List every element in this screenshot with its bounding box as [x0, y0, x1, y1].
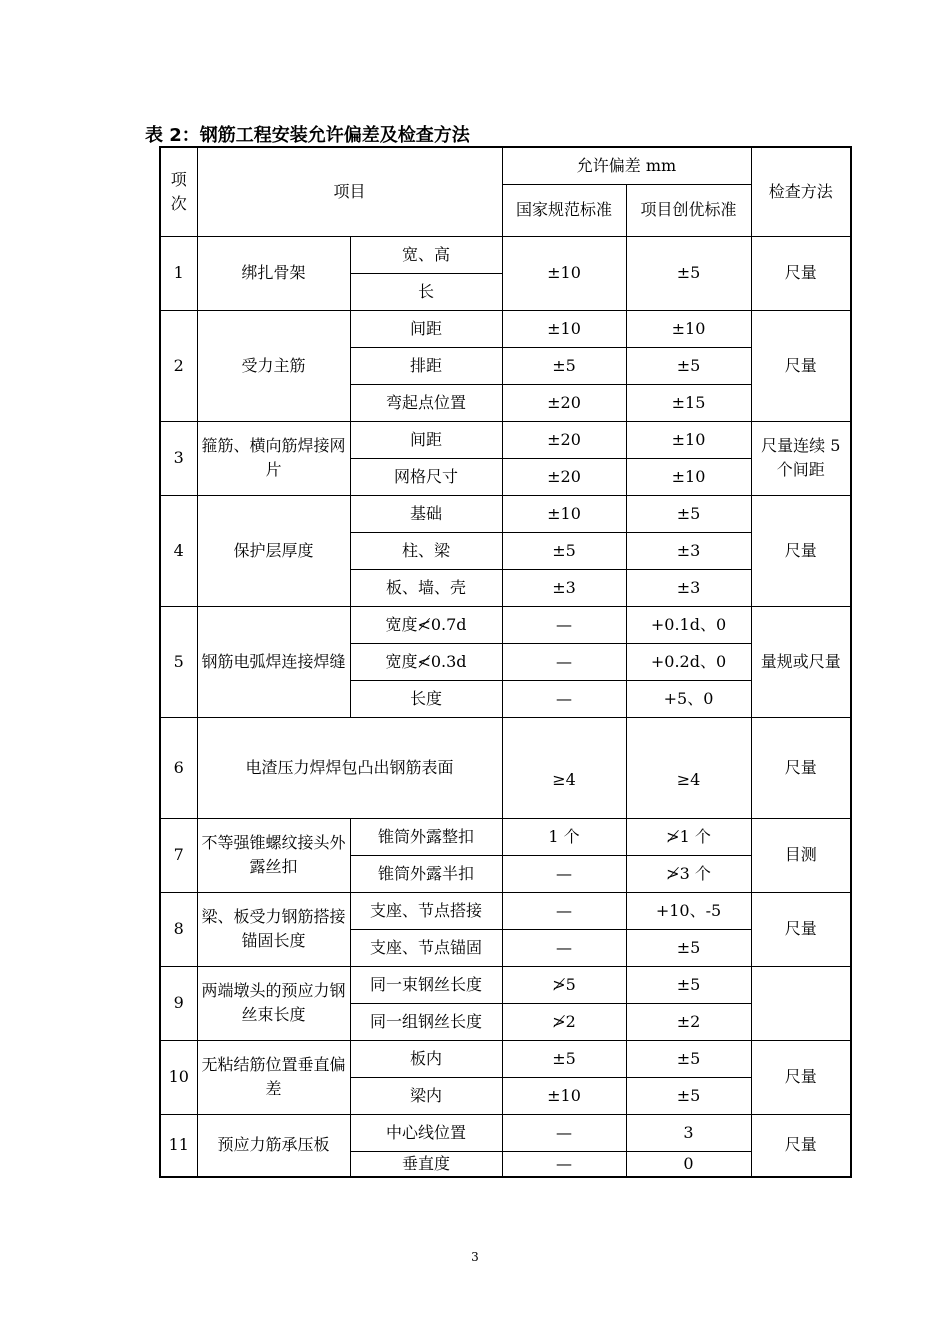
row-subitem: 中心线位置	[350, 1114, 502, 1151]
row-item: 箍筋、横向筋焊接网片	[197, 421, 350, 495]
row-subitem: 同一束钢丝长度	[350, 966, 502, 1003]
row-national: ±5	[502, 1040, 626, 1077]
row-subitem: 锥筒外露整扣	[350, 818, 502, 855]
row-national: —	[502, 1151, 626, 1177]
header-tolerance: 允许偏差 mm	[502, 147, 751, 184]
row-item: 钢筋电弧焊连接焊缝	[197, 606, 350, 717]
row-method: 尺量连续 5 个间距	[751, 421, 851, 495]
header-excellence: 项目创优标准	[626, 184, 751, 236]
row-excellence: 0	[626, 1151, 751, 1177]
row-no: 9	[160, 966, 197, 1040]
tolerance-table	[159, 146, 852, 1178]
row-excellence: ±10	[626, 310, 751, 347]
page-number: 3	[471, 1250, 479, 1264]
row-subitem: 垂直度	[350, 1151, 502, 1177]
row-no: 7	[160, 818, 197, 892]
row-subitem: 宽、高	[350, 236, 502, 273]
row-national: ±10	[502, 310, 626, 347]
row-excellence: ±5	[626, 1077, 751, 1114]
row-national: ≯5	[502, 966, 626, 1003]
row-subitem: 间距	[350, 310, 502, 347]
row-excellence: +0.2d、0	[626, 643, 751, 680]
row-subitem: 宽度≮0.3d	[350, 643, 502, 680]
row-excellence: ±15	[626, 384, 751, 421]
row-item: 预应力筋承压板	[197, 1114, 350, 1177]
row-excellence: 3	[626, 1114, 751, 1151]
row-method: 量规或尺量	[751, 606, 851, 717]
header-seq: 项次	[160, 147, 197, 236]
row-item: 梁、板受力钢筋搭接锚固长度	[197, 892, 350, 966]
row-method: 尺量	[751, 495, 851, 606]
row-national: —	[502, 606, 626, 643]
row-excellence: +0.1d、0	[626, 606, 751, 643]
row-national: ±10	[502, 1077, 626, 1114]
row-subitem: 板内	[350, 1040, 502, 1077]
row-method: 尺量	[751, 310, 851, 421]
row-no: 11	[160, 1114, 197, 1177]
header-national: 国家规范标准	[502, 184, 626, 236]
row-subitem: 长度	[350, 680, 502, 717]
row-national: 1 个	[502, 818, 626, 855]
row-excellence: ±10	[626, 421, 751, 458]
row-excellence: ≥4	[626, 717, 751, 818]
row-national: ±20	[502, 458, 626, 495]
row-subitem: 基础	[350, 495, 502, 532]
row-national: —	[502, 855, 626, 892]
row-subitem: 支座、节点锚固	[350, 929, 502, 966]
row-item: 受力主筋	[197, 310, 350, 421]
row-excellence: ±5	[626, 236, 751, 310]
row-no: 6	[160, 717, 197, 818]
row-method: 尺量	[751, 1040, 851, 1114]
row-no: 2	[160, 310, 197, 421]
row-method: 尺量	[751, 1114, 851, 1177]
row-excellence: ±10	[626, 458, 751, 495]
row-excellence: ±3	[626, 532, 751, 569]
row-national: —	[502, 892, 626, 929]
row-no: 3	[160, 421, 197, 495]
row-national: —	[502, 1114, 626, 1151]
table-title: 表 2：钢筋工程安装允许偏差及检查方法	[145, 125, 470, 146]
row-item: 电渣压力焊焊包凸出钢筋表面	[197, 717, 502, 818]
row-method: 尺量	[751, 717, 851, 818]
header-item: 项目	[197, 147, 502, 236]
row-national: ±10	[502, 495, 626, 532]
row-item: 两端墩头的预应力钢丝束长度	[197, 966, 350, 1040]
row-subitem: 弯起点位置	[350, 384, 502, 421]
row-subitem: 网格尺寸	[350, 458, 502, 495]
row-national: —	[502, 680, 626, 717]
row-no: 10	[160, 1040, 197, 1114]
row-method: 尺量	[751, 892, 851, 966]
row-national: —	[502, 643, 626, 680]
row-national: ±20	[502, 384, 626, 421]
row-subitem: 柱、梁	[350, 532, 502, 569]
row-subitem: 间距	[350, 421, 502, 458]
row-national: ≥4	[502, 717, 626, 818]
header-method: 检查方法	[751, 147, 851, 236]
row-excellence: ≯1 个	[626, 818, 751, 855]
row-item: 不等强锥螺纹接头外露丝扣	[197, 818, 350, 892]
row-method: 尺量	[751, 236, 851, 310]
row-method	[751, 966, 851, 1040]
row-excellence: ±5	[626, 1040, 751, 1077]
row-no: 1	[160, 236, 197, 310]
row-national: ±5	[502, 532, 626, 569]
row-subitem: 板、墙、壳	[350, 569, 502, 606]
row-excellence: ±2	[626, 1003, 751, 1040]
row-item: 保护层厚度	[197, 495, 350, 606]
row-national: ±20	[502, 421, 626, 458]
row-excellence: ±3	[626, 569, 751, 606]
row-excellence: ±5	[626, 966, 751, 1003]
row-item: 无粘结筋位置垂直偏差	[197, 1040, 350, 1114]
row-excellence: +5、0	[626, 680, 751, 717]
row-subitem: 支座、节点搭接	[350, 892, 502, 929]
row-excellence: +10、-5	[626, 892, 751, 929]
row-national: ≯2	[502, 1003, 626, 1040]
row-subitem: 排距	[350, 347, 502, 384]
row-no: 4	[160, 495, 197, 606]
row-subitem: 长	[350, 273, 502, 310]
row-method: 目测	[751, 818, 851, 892]
row-excellence: ≯3 个	[626, 855, 751, 892]
row-national: ±10	[502, 236, 626, 310]
row-subitem: 锥筒外露半扣	[350, 855, 502, 892]
row-national: ±3	[502, 569, 626, 606]
row-excellence: ±5	[626, 347, 751, 384]
row-national: —	[502, 929, 626, 966]
row-excellence: ±5	[626, 495, 751, 532]
row-subitem: 宽度≮0.7d	[350, 606, 502, 643]
row-subitem: 同一组钢丝长度	[350, 1003, 502, 1040]
row-subitem: 梁内	[350, 1077, 502, 1114]
row-excellence: ±5	[626, 929, 751, 966]
row-item: 绑扎骨架	[197, 236, 350, 310]
row-no: 8	[160, 892, 197, 966]
row-national: ±5	[502, 347, 626, 384]
row-no: 5	[160, 606, 197, 717]
